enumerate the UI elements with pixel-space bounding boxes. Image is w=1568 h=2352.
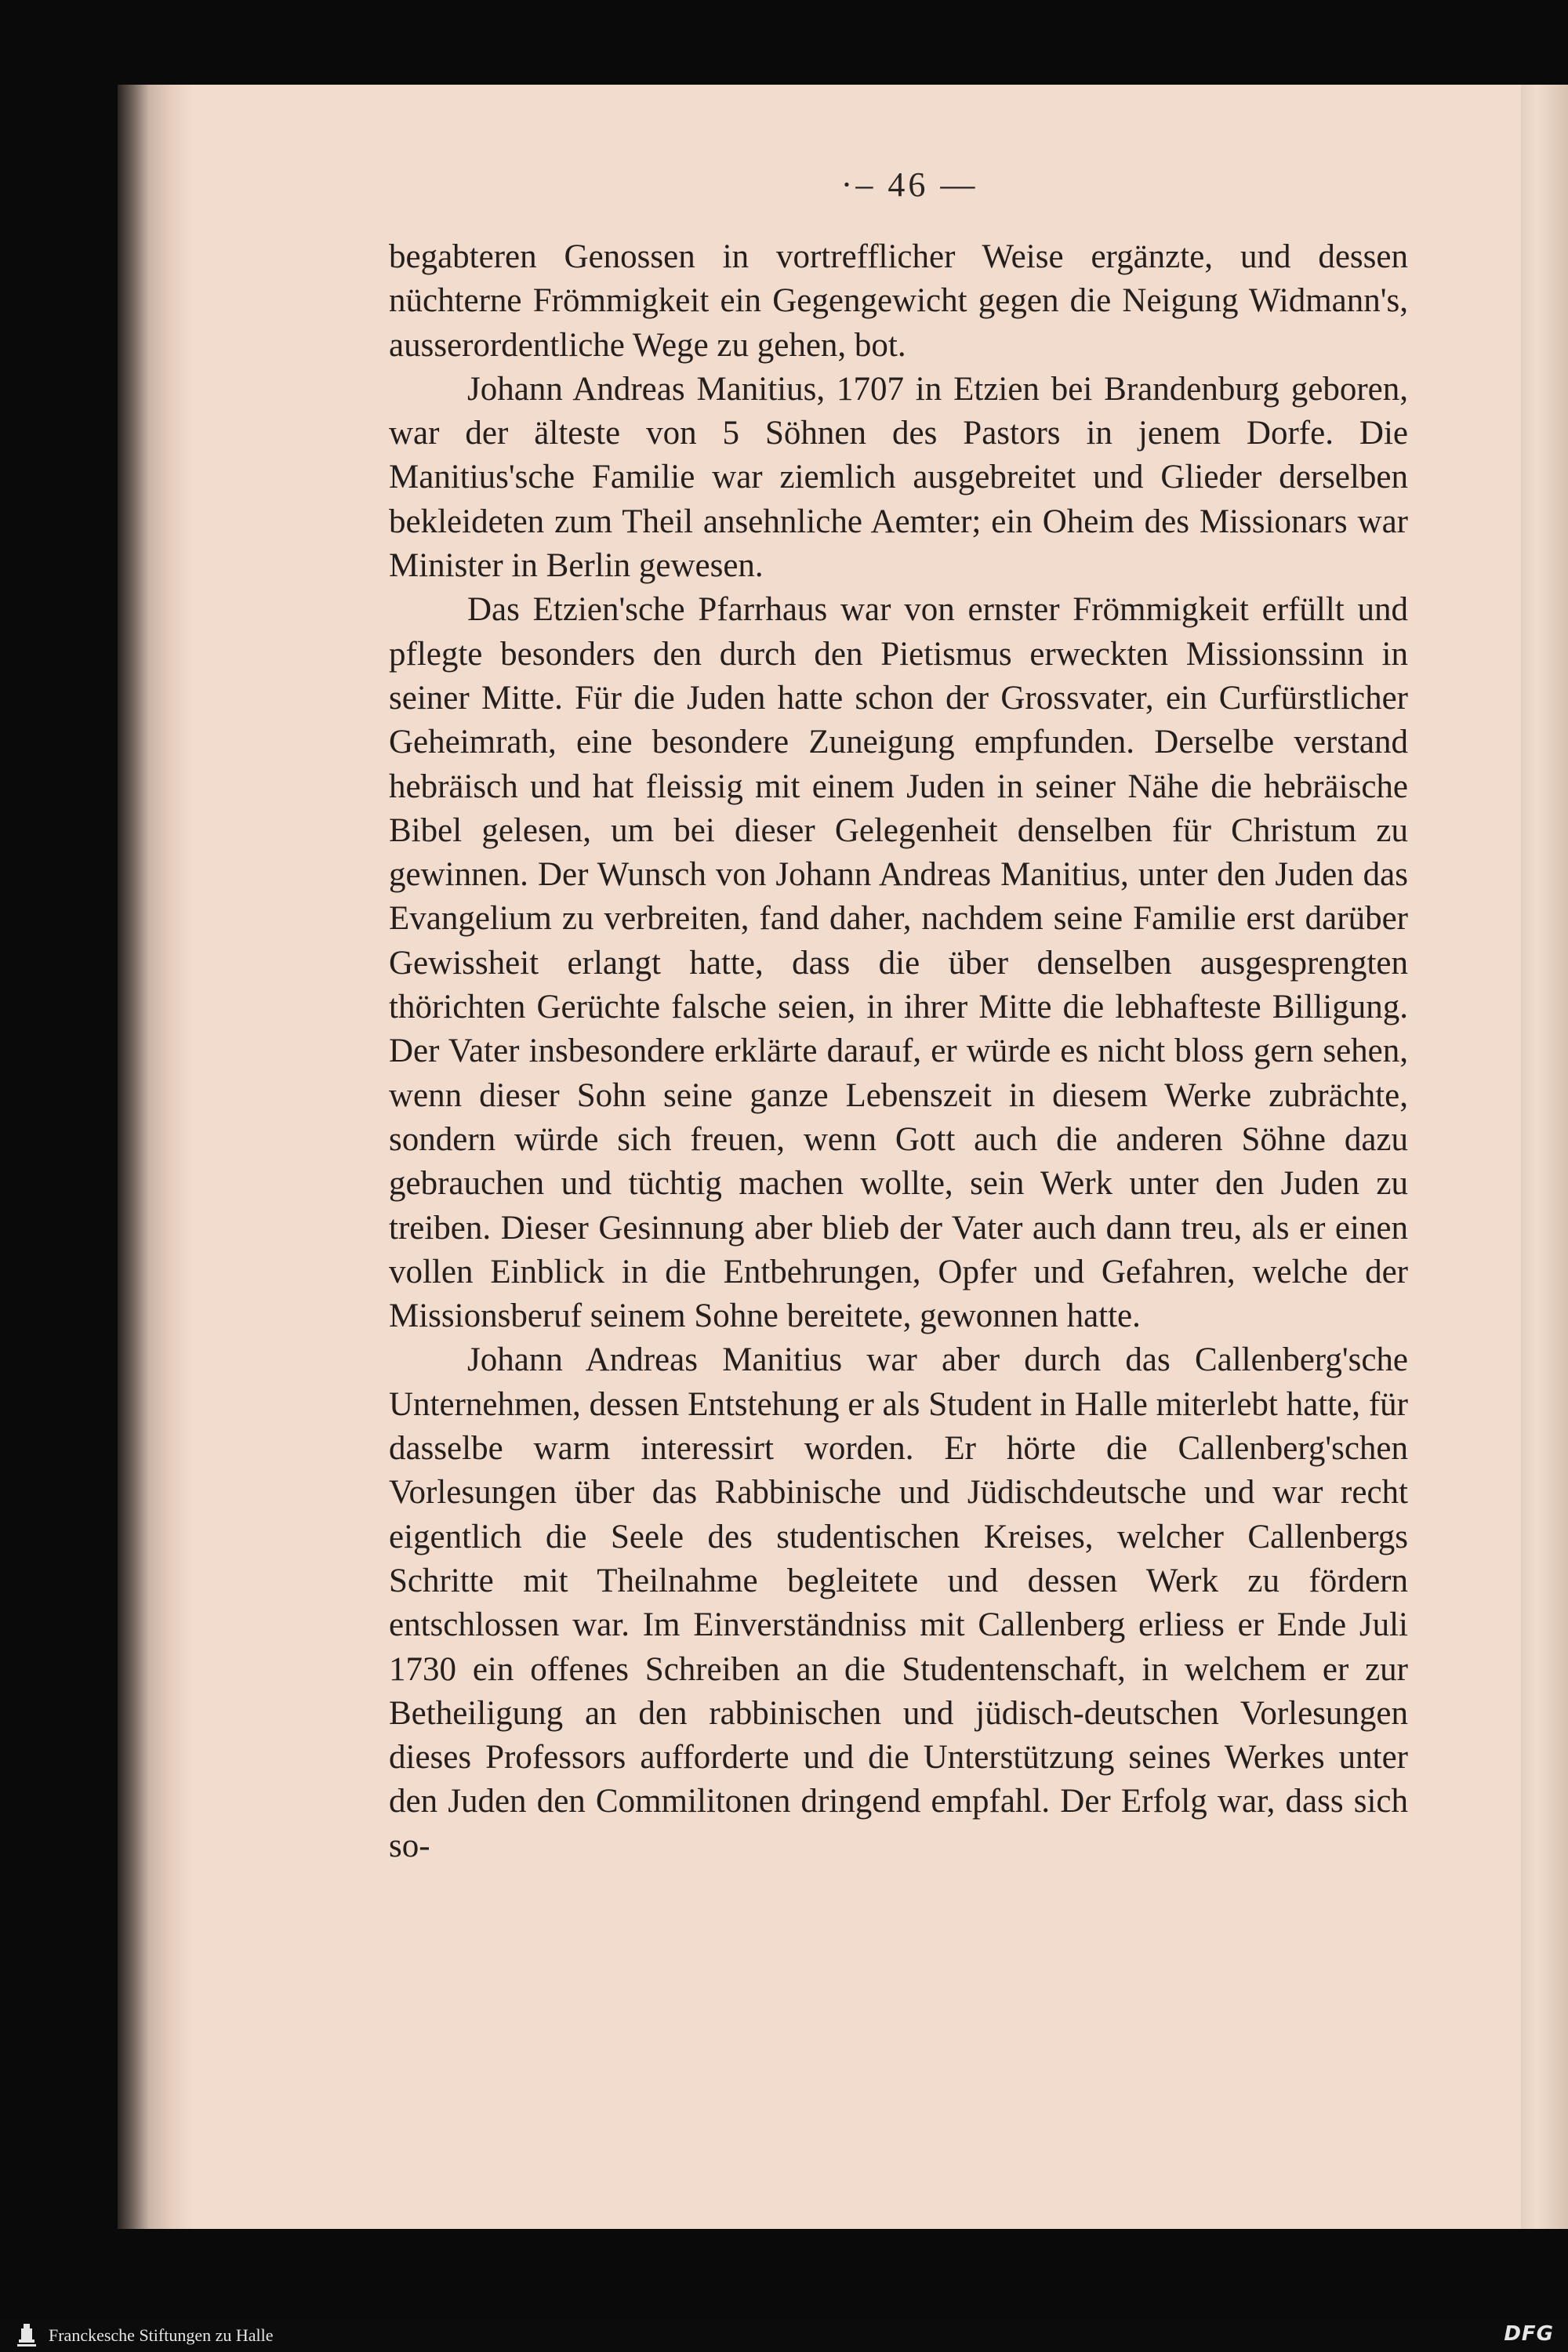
body-text <box>389 235 1408 1868</box>
paragraph-1: begabteren Genossen in vortrefflicher Weise ergänzte, und dessen nüchterne Frömmigkeit ein Gegengewicht gegen die Neigung Widmann's, ausserordentliche Wege zu gehen, bot. <box>389 238 1408 364</box>
paragraph-2: Johann Andreas Manitius, 1707 in Etzien bei Brandenburg geboren, war der älteste von 5 Söhnen des Pastors in jenem Dorfe. Die Manitius'sche Familie war ziemlich ausgebreitet und Glieder derselben bekleideten zum Theil ansehnliche Aemter; ein Oheim des Missionars war Minister in Berlin gewesen. <box>389 370 1408 585</box>
franckesche-stiftungen-logo-icon <box>13 2322 41 2349</box>
dfg-logo: DFG <box>1504 2322 1554 2346</box>
paragraph-3: Das Etzien'sche Pfarrhaus war von ernster Frömmigkeit erfüllt und pflegte besonders den durch den Pietismus erweckten Missionssinn in seiner Mitte. Für die Juden hatte schon der Grossvater, ein Curfürstlicher Geheimrath, eine besondere Zuneigung empfunden. Derselbe verstand hebräisch und hat fleissig mit einem Juden in seiner Nähe die hebräische Bibel gelesen, um bei dieser Gelegenheit denselben für Christum zu gewinnen. Der Wunsch von Johann Andreas Manitius, unter den Juden das Evangelium zu verbreiten, fand daher, nachdem seine Familie erst darüber Gewissheit erlangt hatte, dass die über denselben ausgesprengten thörichten Gerüchte falsche seien, in ihrer Mitte die lebhafteste Billigung. Der Vater insbesondere erklärte darauf, er würde es nicht bloss gern sehen, wenn dieser Sohn seine ganze Lebenszeit in diesem Werke zubrächte, sondern würde sich freuen, wenn Gott auch die anderen Söhne dazu gebrauchen und tüchtig machen wollte, sein Werk unter den Juden zu treiben. Dieser Gesinnung aber blieb der Vater auch dann treu, als er einen vollen Einblick in die Entbehrungen, Opfer und Gefahren, welche der Missionsberuf seinem Sohne bereitete, gewonnen hatte. <box>389 591 1408 1335</box>
next-page-edge <box>1521 85 1568 2229</box>
book-spine <box>118 85 193 2229</box>
page-number: ·– 46 — <box>840 165 978 204</box>
paragraph-4: Johann Andreas Manitius war aber durch das Callenberg'sche Unternehmen, dessen Entstehung er als Student in Halle miterlebt hatte, für dasselbe warm interessirt worden. Er hörte die Callenberg'schen Vorlesungen über das Rabbinische und Jüdischdeutsche und war recht eigentlich die Seele des studentischen Kreises, welcher Callenbergs Schritte mit Theilnahme begleitete und dessen Werk zu fördern entschlossen war. Im Einverständniss mit Callenberg erliess er Ende Juli 1730 ein offenes Schreiben an die Studentenschaft, in welchem er zur Betheiligung an den rabbinischen und jüdisch-deutschen Vorlesungen dieses Professors aufforderte und die Unterstützung seines Werkes unter den Juden den Commilitonen dringend empfahl. Der Erfolg war, dass sich so- <box>389 1341 1408 1864</box>
footer-credit: Franckesche Stiftungen zu Halle <box>49 2325 274 2345</box>
